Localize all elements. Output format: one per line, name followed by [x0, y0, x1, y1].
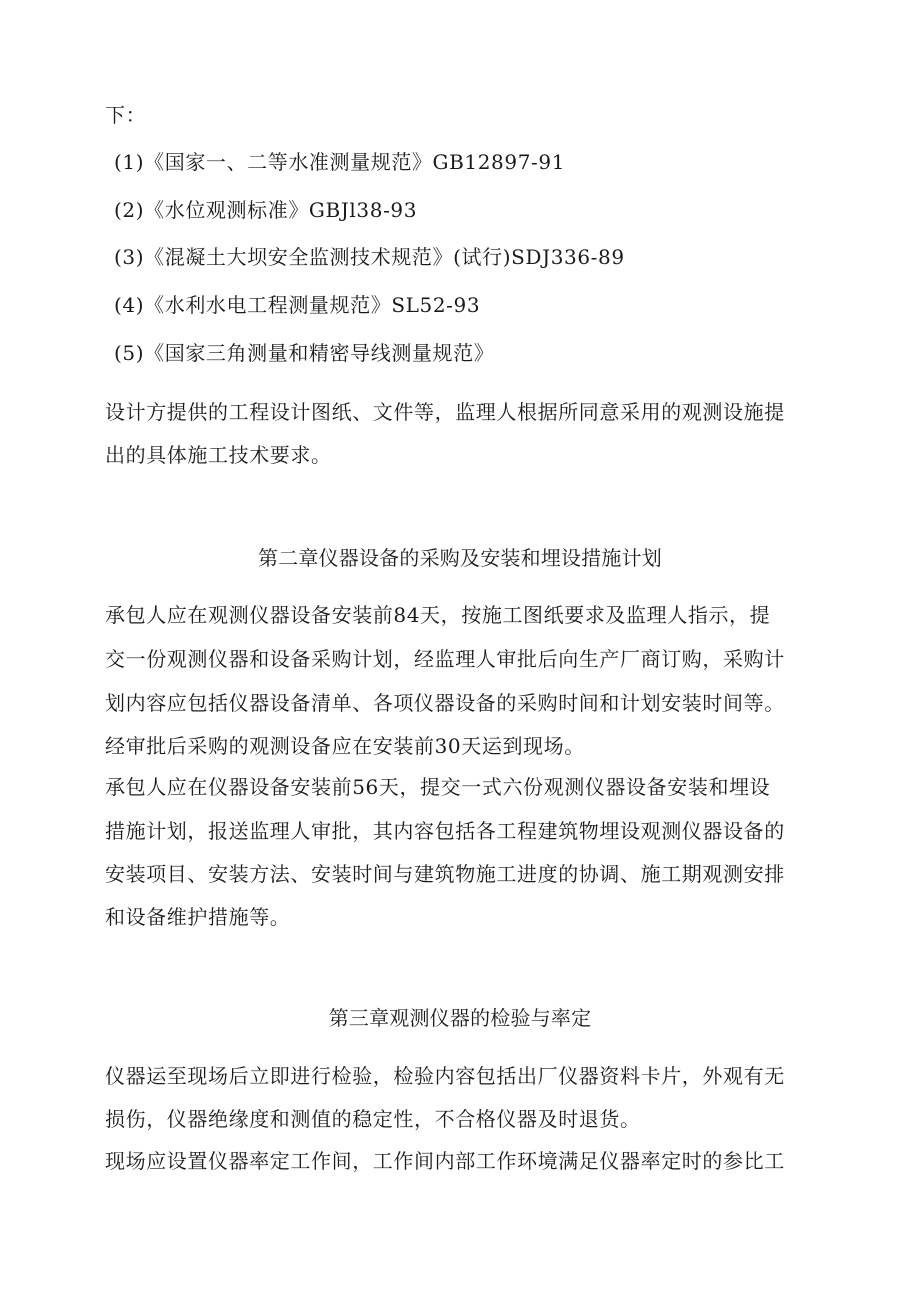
reference-item-2: (2)《水位观测标准》GBJl38-93: [114, 198, 418, 222]
chapter-3-para-1-line-2: 损伤，仪器绝缘度和测值的稳定性，不合格仪器及时退货。: [105, 1107, 641, 1131]
chapter-2-para-1-line-3: 划内容应包括仪器设备清单、各项仪器设备的采购时间和计划安装时间等。: [105, 691, 785, 715]
chapter-2-para-1-line-1: 承包人应在观测仪器设备安装前84天，按施工图纸要求及监理人指示，提: [105, 603, 771, 627]
reference-item-4: (4)《水利水电工程测量规范》SL52-93: [114, 293, 481, 317]
intro-line: 下：: [105, 103, 147, 127]
chapter-3-title: 第三章观测仪器的检验与率定: [328, 1006, 592, 1030]
chapter-3-para-2-line-1: 现场应设置仪器率定工作间，工作间内部工作环境满足仪器率定时的参比工: [105, 1149, 785, 1173]
chapter-2-para-2-line-3: 安装项目、安装方法、安装时间与建筑物施工进度的协调、施工期观测安排: [105, 862, 785, 886]
chapter-2-para-1-line-2: 交一份观测仪器和设备采购计划，经监理人审批后向生产厂商订购，采购计: [105, 647, 785, 671]
design-paragraph-line-2: 出的具体施工技术要求。: [105, 443, 332, 467]
chapter-2-para-2-line-4: 和设备维护措施等。: [105, 905, 291, 929]
chapter-2-para-1-line-4: 经审批后采购的观测设备应在安装前30天运到现场。: [105, 734, 585, 758]
chapter-2-para-2-line-2: 措施计划，报送监理人审批，其内容包括各工程建筑物埋设观测仪器设备的: [105, 819, 785, 843]
design-paragraph-line-1: 设计方提供的工程设计图纸、文件等，监理人根据所同意采用的观测设施提: [105, 400, 785, 424]
chapter-2-title: 第二章仪器设备的采购及安装和埋设措施计划: [258, 546, 662, 570]
chapter-3-para-1-line-1: 仪器运至现场后立即进行检验，检验内容包括出厂仪器资料卡片，外观有无: [105, 1064, 785, 1088]
reference-item-3: (3)《混凝土大坝安全监测技术规范》(试行)SDJ336-89: [114, 245, 625, 269]
reference-item-1: (1)《国家一、二等水准测量规范》GB12897-91: [114, 150, 566, 174]
chapter-2-para-2-line-1: 承包人应在仪器设备安装前56天，提交一式六份观测仪器设备安装和埋设: [105, 775, 771, 799]
reference-item-5: (5)《国家三角测量和精密导线测量规范》: [114, 341, 495, 365]
